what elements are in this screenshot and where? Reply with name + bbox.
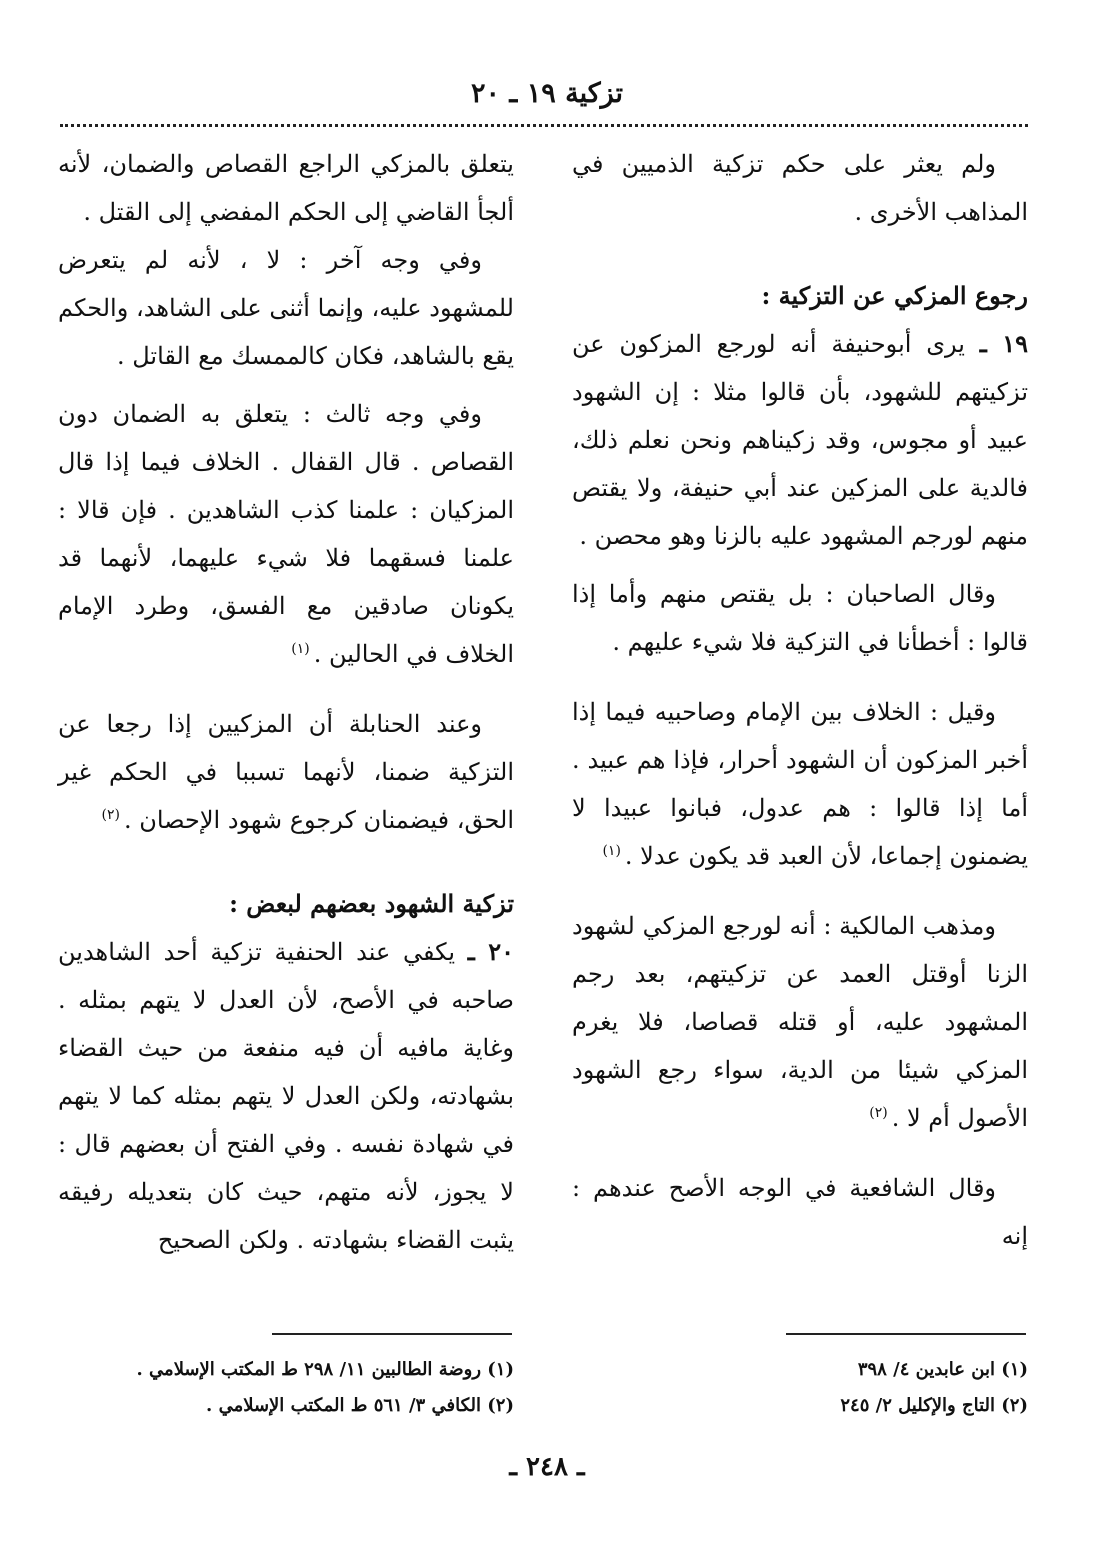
footnote: (١) ابن عابدين ٤/ ٣٩٨ [857, 1359, 1028, 1380]
paragraph-text: يرى أبوحنيفة أنه لورجع المزكون عن تزكيتهم للشهود، بأن قالوا مثلا : إن الشهود عبيد أو مجوس، وقد زكيناهم ونحن نعلم ذلك، فالدية على المزكين عند أبي حنيفة، ولا يقتص منهم لورجم المشهود عليه بالزنا وهو محصن . [572, 330, 1028, 550]
footnote-rule [786, 1333, 1026, 1335]
footnote: (٢) التاج والإكليل ٢/ ٢٤٥ [840, 1395, 1028, 1416]
paragraph [58, 390, 514, 678]
paragraph: وقال الصاحبان : بل يقتص منهم وأما إذا قالوا : أخطأنا في التزكية فلا شيء عليهم . [572, 580, 1028, 656]
paragraph [572, 902, 1028, 1142]
paragraph [58, 700, 514, 844]
paragraph-text: ومذهب المالكية : أنه لورجع المزكي لشهود الزنا أوقتل العمد عن تزكيتهم، بعد رجم المشهود عليه، أو قتله قصاصا، فلا يغرم المزكي شيئا من الدية، سواء رجع الشهود الأصول أم لا . [572, 912, 1028, 1132]
footnote-marker: (١) [291, 641, 310, 657]
footnote-marker: (١) [602, 843, 621, 859]
item-number: ١٩ ـ [979, 329, 1028, 358]
item-number: ٢٠ ـ [467, 937, 515, 966]
footnotes-right [572, 1352, 1028, 1424]
footnotes-left [58, 1352, 514, 1424]
footnote: (١) روضة الطالبين ١١/ ٢٩٨ ط المكتب الإسلامي . [136, 1359, 514, 1380]
footnote-marker: (٢) [101, 807, 120, 823]
footnote: (٢) الكافي ٣/ ٥٦١ ط المكتب الإسلامي . [206, 1395, 514, 1416]
footnote-marker: (٢) [869, 1105, 888, 1121]
right-column [572, 140, 1028, 1260]
paragraph: يتعلق بالمزكي الراجع القصاص والضمان، لأنه ألجأ القاضي إلى الحكم المفضي إلى القتل . [58, 150, 514, 226]
section-heading: رجوع المزكي عن التزكية : [761, 281, 1028, 310]
paragraph-text: وقيل : الخلاف بين الإمام وصاحبيه فيما إذا أخبر المزكون أن الشهود أحرار، فإذا هم عبيد . أما إذا قالوا : هم عدول، فبانوا عبيدا لا يضمنون إجماعا، لأن العبد قد يكون عدلا . [572, 698, 1028, 870]
running-title: تزكية ١٩ ـ ٢٠ [470, 78, 624, 109]
paragraph: وفي وجه آخر : لا ، لأنه لم يتعرض للمشهود عليه، وإنما أثنى على الشاهد، والحكم يقع بالشاهد، فكان كالممسك مع القاتل . [58, 246, 514, 370]
footnote-rule [272, 1333, 512, 1335]
paragraph [572, 320, 1028, 560]
left-column [58, 140, 514, 1264]
paragraph [58, 928, 514, 1264]
header-dotted-rule [60, 124, 1028, 127]
paragraph: ولم يعثر على حكم تزكية الذميين في المذاهب الأخرى . [572, 150, 1028, 226]
section-heading: تزكية الشهود بعضهم لبعض : [229, 889, 514, 918]
paragraph-text: يكفي عند الحنفية تزكية أحد الشاهدين صاحبه في الأصح، لأن العدل لا يتهم بمثله . وغاية مافيه أن فيه منفعة من حيث القضاء بشهادته، ولكن العدل لا يتهم بمثله كما لا يتهم في شهادة نفسه . وفي الفتح أن بعضهم قال : لا يجوز، لأنه متهم، حيث كان بتعديله رفيقه يثبت القضاء بشهادته . ولكن الصحيح [58, 938, 514, 1254]
paragraph-text: وفي وجه ثالث : يتعلق به الضمان دون القصاص . قال القفال . الخلاف فيما إذا قال المزكيان : علمنا كذب الشاهدين . فإن قالا : علمنا فسقهما فلا شيء عليهما، لأنهما قد يكونان صادقين مع الفسق، وطرد الإمام الخلاف في الحالين . [58, 400, 514, 668]
page-number: ـ ٢٤٨ ـ [509, 1452, 585, 1482]
paragraph-text: وعند الحنابلة أن المزكيين إذا رجعا عن التزكية ضمنا، لأنهما تسببا في الحكم غير الحق، فيضمنان كرجوع شهود الإحصان . [58, 710, 514, 834]
paragraph: وقال الشافعية في الوجه الأصح عندهم : إنه [572, 1174, 1028, 1250]
paragraph [572, 688, 1028, 880]
